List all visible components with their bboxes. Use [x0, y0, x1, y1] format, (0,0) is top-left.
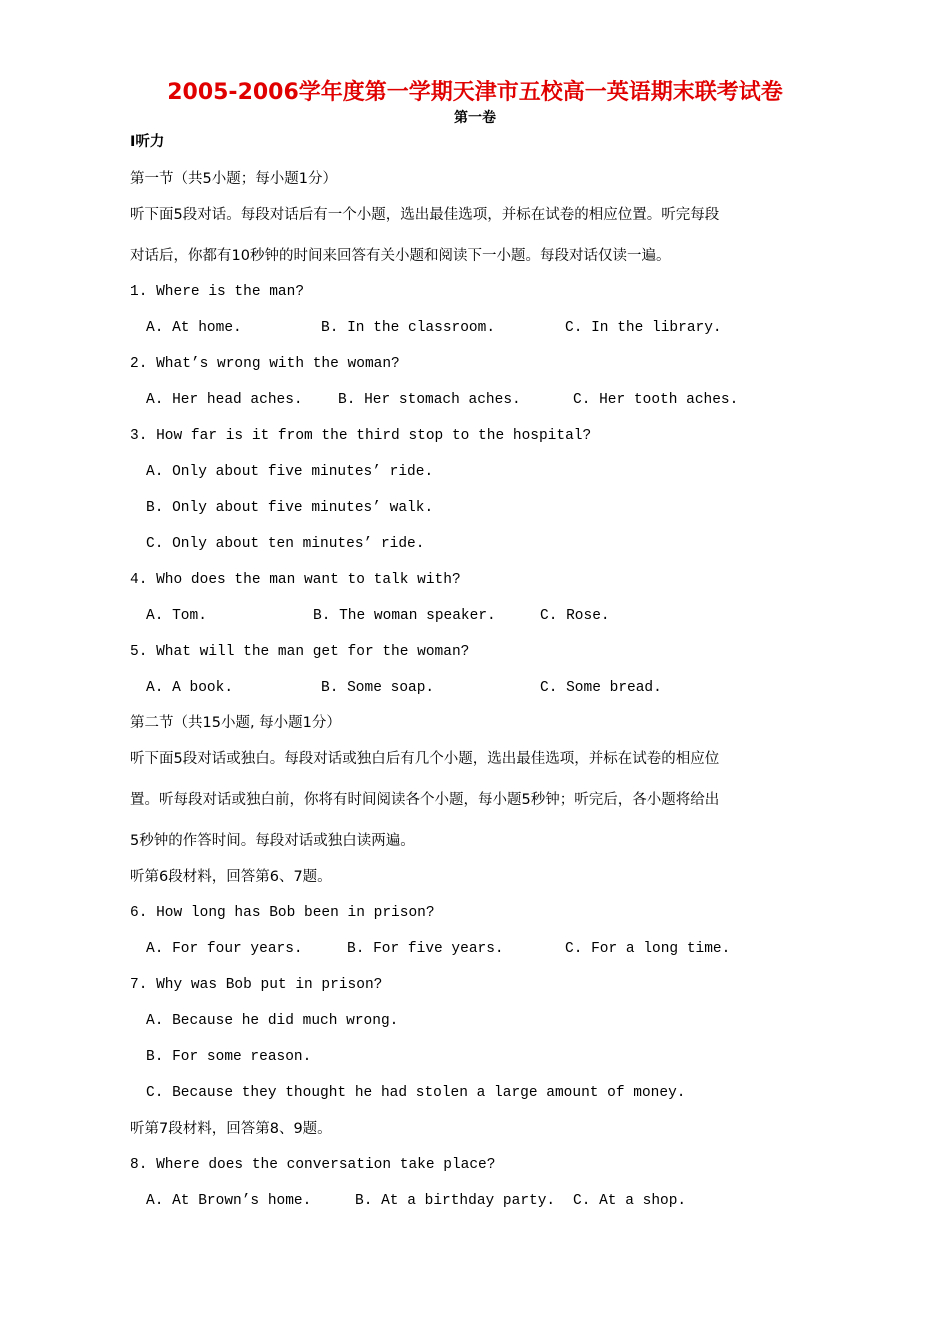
question-3-option-b: B. Only about five minutes’ walk.: [146, 500, 434, 516]
question-1-option-c: C. In the library.: [565, 320, 722, 336]
question-5-option-c: C. Some bread.: [540, 680, 662, 696]
question-2-option-a: A. Her head aches.: [146, 392, 303, 408]
section2-instruction-line1: 听下面5段对话或独白。每段对话或独白后有几个小题，选出最佳选项，并标在试卷的相应位: [130, 751, 720, 767]
part-heading-listening: I听力: [130, 134, 165, 150]
question-7-option-b: B. For some reason.: [146, 1049, 312, 1065]
question-4-option-c: C. Rose.: [540, 608, 610, 624]
question-6-option-a: A. For four years.: [146, 941, 303, 957]
question-3-option-a: A. Only about five minutes’ ride.: [146, 464, 434, 480]
question-8-option-b: B. At a birthday party.: [355, 1193, 556, 1209]
section1-instruction-line1: 听下面5段对话。每段对话后有一个小题，选出最佳选项，并标在试卷的相应位置。听完每段: [130, 207, 720, 223]
question-5-stem: 5. What will the man get for the woman?: [130, 644, 470, 660]
question-6-option-c: C. For a long time.: [565, 941, 731, 957]
volume-subtitle: 第一卷: [454, 110, 496, 126]
question-1-stem: 1. Where is the man?: [130, 284, 305, 300]
question-5-option-a: A. A book.: [146, 680, 234, 696]
question-4-option-b: B. The woman speaker.: [313, 608, 496, 624]
question-2-stem: 2. What’s wrong with the woman?: [130, 356, 400, 372]
question-5-option-b: B. Some soap.: [321, 680, 435, 696]
question-3-option-c: C. Only about ten minutes’ ride.: [146, 536, 425, 552]
material-6-instruction: 听第6段材料，回答第6、7题。: [130, 869, 332, 885]
question-7-option-c: C. Because they thought he had stolen a large amount of money.: [146, 1085, 686, 1101]
question-6-option-b: B. For five years.: [347, 941, 504, 957]
question-1-option-b: B. In the classroom.: [321, 320, 496, 336]
question-2-option-b: B. Her stomach aches.: [338, 392, 521, 408]
question-4-stem: 4. Who does the man want to talk with?: [130, 572, 461, 588]
question-2-option-c: C. Her tooth aches.: [573, 392, 739, 408]
section2-instruction-line2: 置。听每段对话或独白前，你将有时间阅读各个小题，每小题5秒钟；听完后，各小题将给出: [130, 792, 720, 808]
question-8-stem: 8. Where does the conversation take place?: [130, 1157, 496, 1173]
section1-heading: 第一节（共5小题；每小题1分）: [130, 171, 337, 187]
question-3-stem: 3. How far is it from the third stop to the hospital?: [130, 428, 592, 444]
question-1-option-a: A. At home.: [146, 320, 242, 336]
question-7-option-a: A. Because he did much wrong.: [146, 1013, 399, 1029]
question-4-option-a: A. Tom.: [146, 608, 207, 624]
question-8-option-c: C. At a shop.: [573, 1193, 687, 1209]
section1-instruction-line2: 对话后，你都有10秒钟的时间来回答有关小题和阅读下一小题。每段对话仅读一遍。: [130, 248, 671, 264]
question-8-option-a: A. At Brown’s home.: [146, 1193, 312, 1209]
section2-instruction-line3: 5秒钟的作答时间。每段对话或独白读两遍。: [130, 833, 415, 849]
section2-heading: 第二节（共15小题, 每小题1分）: [130, 715, 341, 731]
material-7-instruction: 听第7段材料，回答第8、9题。: [130, 1121, 332, 1137]
question-6-stem: 6. How long has Bob been in prison?: [130, 905, 435, 921]
exam-title: 2005-2006学年度第一学期天津市五校高一英语期末联考试卷: [167, 80, 783, 105]
question-7-stem: 7. Why was Bob put in prison?: [130, 977, 383, 993]
